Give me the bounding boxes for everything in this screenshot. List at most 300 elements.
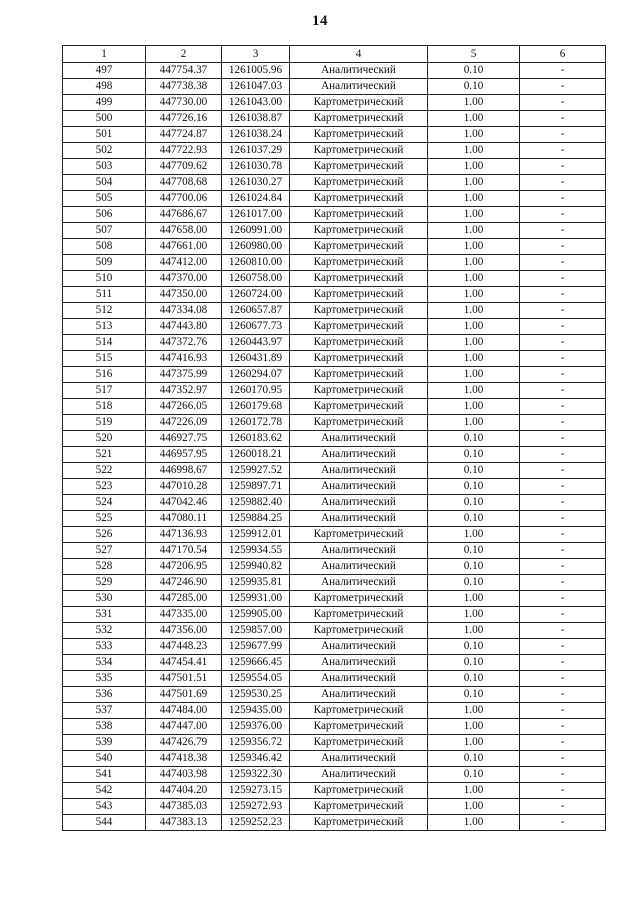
x-coordinate-cell: 447226.09 — [146, 415, 222, 431]
accuracy-cell: 0.10 — [428, 751, 520, 767]
method-cell: Картометрический — [290, 623, 428, 639]
point-number-cell: 536 — [63, 687, 146, 703]
accuracy-cell: 1.00 — [428, 335, 520, 351]
y-coordinate-cell: 1259356.72 — [222, 735, 290, 751]
x-coordinate-cell: 447454.41 — [146, 655, 222, 671]
x-coordinate-cell: 447370.00 — [146, 271, 222, 287]
accuracy-cell: 0.10 — [428, 495, 520, 511]
table-row — [63, 575, 606, 591]
table-row — [63, 511, 606, 527]
accuracy-cell: 0.10 — [428, 543, 520, 559]
accuracy-cell: 0.10 — [428, 671, 520, 687]
y-coordinate-cell: 1260657.87 — [222, 303, 290, 319]
note-cell: - — [520, 303, 606, 319]
note-cell: - — [520, 95, 606, 111]
method-cell: Картометрический — [290, 191, 428, 207]
accuracy-cell: 0.10 — [428, 575, 520, 591]
table-row — [63, 735, 606, 751]
table-row — [63, 639, 606, 655]
note-cell: - — [520, 607, 606, 623]
x-coordinate-cell: 447709.62 — [146, 159, 222, 175]
method-cell: Картометрический — [290, 271, 428, 287]
y-coordinate-cell: 1260443.97 — [222, 335, 290, 351]
table-row — [63, 335, 606, 351]
accuracy-cell: 1.00 — [428, 815, 520, 831]
table-row — [63, 559, 606, 575]
method-cell: Аналитический — [290, 543, 428, 559]
table-row — [63, 671, 606, 687]
header-row — [63, 46, 606, 63]
note-cell: - — [520, 559, 606, 575]
table-row — [63, 63, 606, 79]
method-cell: Аналитический — [290, 639, 428, 655]
table-row — [63, 815, 606, 831]
accuracy-cell: 0.10 — [428, 79, 520, 95]
note-cell: - — [520, 63, 606, 79]
note-cell: - — [520, 463, 606, 479]
table-row — [63, 367, 606, 383]
table-row — [63, 351, 606, 367]
note-cell: - — [520, 511, 606, 527]
y-coordinate-cell: 1260179.68 — [222, 399, 290, 415]
y-coordinate-cell: 1259882.40 — [222, 495, 290, 511]
point-number-cell: 499 — [63, 95, 146, 111]
accuracy-cell: 0.10 — [428, 447, 520, 463]
method-cell: Аналитический — [290, 575, 428, 591]
table-row — [63, 111, 606, 127]
note-cell: - — [520, 671, 606, 687]
accuracy-cell: 1.00 — [428, 607, 520, 623]
method-cell: Картометрический — [290, 783, 428, 799]
y-coordinate-cell: 1259927.52 — [222, 463, 290, 479]
y-coordinate-cell: 1261043.00 — [222, 95, 290, 111]
accuracy-cell: 1.00 — [428, 207, 520, 223]
point-number-cell: 537 — [63, 703, 146, 719]
method-cell: Картометрический — [290, 367, 428, 383]
accuracy-cell: 0.10 — [428, 559, 520, 575]
method-cell: Картометрический — [290, 111, 428, 127]
method-cell: Картометрический — [290, 175, 428, 191]
note-cell: - — [520, 479, 606, 495]
accuracy-cell: 0.10 — [428, 687, 520, 703]
method-cell: Аналитический — [290, 559, 428, 575]
point-number-cell: 533 — [63, 639, 146, 655]
method-cell: Аналитический — [290, 687, 428, 703]
y-coordinate-cell: 1260991.00 — [222, 223, 290, 239]
point-number-cell: 535 — [63, 671, 146, 687]
method-cell: Аналитический — [290, 655, 428, 671]
method-cell: Аналитический — [290, 495, 428, 511]
method-cell: Картометрический — [290, 351, 428, 367]
column-header: 1 — [63, 46, 146, 63]
y-coordinate-cell: 1259252.23 — [222, 815, 290, 831]
y-coordinate-cell: 1259273.15 — [222, 783, 290, 799]
table-row — [63, 255, 606, 271]
accuracy-cell: 0.10 — [428, 655, 520, 671]
note-cell: - — [520, 207, 606, 223]
accuracy-cell: 1.00 — [428, 287, 520, 303]
accuracy-cell: 1.00 — [428, 367, 520, 383]
method-cell: Аналитический — [290, 463, 428, 479]
note-cell: - — [520, 575, 606, 591]
x-coordinate-cell: 447708.68 — [146, 175, 222, 191]
point-number-cell: 529 — [63, 575, 146, 591]
method-cell: Картометрический — [290, 207, 428, 223]
point-number-cell: 528 — [63, 559, 146, 575]
accuracy-cell: 1.00 — [428, 239, 520, 255]
method-cell: Картометрический — [290, 255, 428, 271]
method-cell: Картометрический — [290, 607, 428, 623]
table-row — [63, 143, 606, 159]
y-coordinate-cell: 1261047.03 — [222, 79, 290, 95]
note-cell: - — [520, 623, 606, 639]
note-cell: - — [520, 287, 606, 303]
note-cell: - — [520, 799, 606, 815]
note-cell: - — [520, 367, 606, 383]
y-coordinate-cell: 1260810.00 — [222, 255, 290, 271]
note-cell: - — [520, 191, 606, 207]
note-cell: - — [520, 335, 606, 351]
point-number-cell: 538 — [63, 719, 146, 735]
table-body — [63, 63, 606, 831]
method-cell: Аналитический — [290, 447, 428, 463]
accuracy-cell: 0.10 — [428, 431, 520, 447]
accuracy-cell: 1.00 — [428, 415, 520, 431]
x-coordinate-cell: 447350.00 — [146, 287, 222, 303]
method-cell: Аналитический — [290, 479, 428, 495]
point-number-cell: 506 — [63, 207, 146, 223]
accuracy-cell: 1.00 — [428, 303, 520, 319]
note-cell: - — [520, 319, 606, 335]
accuracy-cell: 0.10 — [428, 479, 520, 495]
y-coordinate-cell: 1260170.95 — [222, 383, 290, 399]
point-number-cell: 498 — [63, 79, 146, 95]
accuracy-cell: 1.00 — [428, 255, 520, 271]
x-coordinate-cell: 447722.93 — [146, 143, 222, 159]
accuracy-cell: 1.00 — [428, 799, 520, 815]
note-cell: - — [520, 783, 606, 799]
table-row — [63, 751, 606, 767]
x-coordinate-cell: 447042.46 — [146, 495, 222, 511]
accuracy-cell: 1.00 — [428, 159, 520, 175]
note-cell: - — [520, 351, 606, 367]
table-row — [63, 783, 606, 799]
x-coordinate-cell: 447700.06 — [146, 191, 222, 207]
point-number-cell: 497 — [63, 63, 146, 79]
method-cell: Картометрический — [290, 319, 428, 335]
accuracy-cell: 1.00 — [428, 383, 520, 399]
note-cell: - — [520, 415, 606, 431]
y-coordinate-cell: 1261024.84 — [222, 191, 290, 207]
table-row — [63, 479, 606, 495]
y-coordinate-cell: 1261030.78 — [222, 159, 290, 175]
note-cell: - — [520, 591, 606, 607]
note-cell: - — [520, 527, 606, 543]
method-cell: Аналитический — [290, 767, 428, 783]
accuracy-cell: 1.00 — [428, 271, 520, 287]
point-number-cell: 502 — [63, 143, 146, 159]
note-cell: - — [520, 687, 606, 703]
point-number-cell: 513 — [63, 319, 146, 335]
point-number-cell: 517 — [63, 383, 146, 399]
accuracy-cell: 1.00 — [428, 527, 520, 543]
x-coordinate-cell: 447501.69 — [146, 687, 222, 703]
table-row — [63, 623, 606, 639]
point-number-cell: 530 — [63, 591, 146, 607]
x-coordinate-cell: 447501.51 — [146, 671, 222, 687]
x-coordinate-cell: 447661.00 — [146, 239, 222, 255]
method-cell: Аналитический — [290, 79, 428, 95]
accuracy-cell: 1.00 — [428, 175, 520, 191]
point-number-cell: 504 — [63, 175, 146, 191]
point-number-cell: 507 — [63, 223, 146, 239]
point-number-cell: 512 — [63, 303, 146, 319]
point-number-cell: 527 — [63, 543, 146, 559]
y-coordinate-cell: 1261017.00 — [222, 207, 290, 223]
method-cell: Картометрический — [290, 591, 428, 607]
x-coordinate-cell: 447206.95 — [146, 559, 222, 575]
y-coordinate-cell: 1261038.24 — [222, 127, 290, 143]
y-coordinate-cell: 1259346.42 — [222, 751, 290, 767]
point-number-cell: 534 — [63, 655, 146, 671]
y-coordinate-cell: 1259931.00 — [222, 591, 290, 607]
table-row — [63, 127, 606, 143]
note-cell: - — [520, 703, 606, 719]
table-row — [63, 223, 606, 239]
accuracy-cell: 1.00 — [428, 223, 520, 239]
table-row — [63, 703, 606, 719]
x-coordinate-cell: 447730.00 — [146, 95, 222, 111]
method-cell: Аналитический — [290, 671, 428, 687]
table-row — [63, 319, 606, 335]
accuracy-cell: 1.00 — [428, 783, 520, 799]
x-coordinate-cell: 447416.93 — [146, 351, 222, 367]
column-header: 4 — [290, 46, 428, 63]
table-row — [63, 303, 606, 319]
method-cell: Картометрический — [290, 527, 428, 543]
table-row — [63, 207, 606, 223]
y-coordinate-cell: 1260677.73 — [222, 319, 290, 335]
table-row — [63, 383, 606, 399]
accuracy-cell: 0.10 — [428, 511, 520, 527]
point-number-cell: 508 — [63, 239, 146, 255]
x-coordinate-cell: 447335.00 — [146, 607, 222, 623]
x-coordinate-cell: 447010.28 — [146, 479, 222, 495]
point-number-cell: 518 — [63, 399, 146, 415]
table-row — [63, 543, 606, 559]
point-number-cell: 543 — [63, 799, 146, 815]
point-number-cell: 501 — [63, 127, 146, 143]
note-cell: - — [520, 127, 606, 143]
note-cell: - — [520, 399, 606, 415]
x-coordinate-cell: 446957.95 — [146, 447, 222, 463]
point-number-cell: 539 — [63, 735, 146, 751]
y-coordinate-cell: 1259376.00 — [222, 719, 290, 735]
method-cell: Аналитический — [290, 511, 428, 527]
x-coordinate-cell: 447658.00 — [146, 223, 222, 239]
y-coordinate-cell: 1259940.82 — [222, 559, 290, 575]
y-coordinate-cell: 1259272.93 — [222, 799, 290, 815]
note-cell: - — [520, 239, 606, 255]
point-number-cell: 532 — [63, 623, 146, 639]
point-number-cell: 522 — [63, 463, 146, 479]
y-coordinate-cell: 1261038.87 — [222, 111, 290, 127]
point-number-cell: 524 — [63, 495, 146, 511]
x-coordinate-cell: 447686.67 — [146, 207, 222, 223]
point-number-cell: 540 — [63, 751, 146, 767]
method-cell: Картометрический — [290, 399, 428, 415]
point-number-cell: 523 — [63, 479, 146, 495]
method-cell: Картометрический — [290, 239, 428, 255]
table-row — [63, 175, 606, 191]
point-number-cell: 500 — [63, 111, 146, 127]
x-coordinate-cell: 447726.16 — [146, 111, 222, 127]
table-row — [63, 415, 606, 431]
method-cell: Картометрический — [290, 223, 428, 239]
note-cell: - — [520, 175, 606, 191]
note-cell: - — [520, 271, 606, 287]
note-cell: - — [520, 543, 606, 559]
point-number-cell: 525 — [63, 511, 146, 527]
method-cell: Картометрический — [290, 799, 428, 815]
point-number-cell: 521 — [63, 447, 146, 463]
method-cell: Картометрический — [290, 383, 428, 399]
method-cell: Картометрический — [290, 287, 428, 303]
x-coordinate-cell: 447356.00 — [146, 623, 222, 639]
y-coordinate-cell: 1260018.21 — [222, 447, 290, 463]
accuracy-cell: 1.00 — [428, 719, 520, 735]
point-number-cell: 510 — [63, 271, 146, 287]
note-cell: - — [520, 767, 606, 783]
accuracy-cell: 0.10 — [428, 639, 520, 655]
point-number-cell: 503 — [63, 159, 146, 175]
accuracy-cell: 1.00 — [428, 127, 520, 143]
x-coordinate-cell: 447447.00 — [146, 719, 222, 735]
accuracy-cell: 1.00 — [428, 143, 520, 159]
x-coordinate-cell: 447404.20 — [146, 783, 222, 799]
note-cell: - — [520, 223, 606, 239]
x-coordinate-cell: 447266.05 — [146, 399, 222, 415]
table-row — [63, 591, 606, 607]
note-cell: - — [520, 751, 606, 767]
method-cell: Картометрический — [290, 143, 428, 159]
method-cell: Картометрический — [290, 335, 428, 351]
point-number-cell: 505 — [63, 191, 146, 207]
x-coordinate-cell: 447426.79 — [146, 735, 222, 751]
point-number-cell: 526 — [63, 527, 146, 543]
note-cell: - — [520, 495, 606, 511]
x-coordinate-cell: 447383.13 — [146, 815, 222, 831]
accuracy-cell: 1.00 — [428, 703, 520, 719]
y-coordinate-cell: 1259934.55 — [222, 543, 290, 559]
point-number-cell: 509 — [63, 255, 146, 271]
x-coordinate-cell: 447372.76 — [146, 335, 222, 351]
note-cell: - — [520, 655, 606, 671]
x-coordinate-cell: 446998.67 — [146, 463, 222, 479]
table-row — [63, 447, 606, 463]
table-row — [63, 431, 606, 447]
table-row — [63, 159, 606, 175]
x-coordinate-cell: 447412.00 — [146, 255, 222, 271]
method-cell: Картометрический — [290, 735, 428, 751]
method-cell: Аналитический — [290, 63, 428, 79]
table-row — [63, 399, 606, 415]
table-row — [63, 79, 606, 95]
note-cell: - — [520, 383, 606, 399]
note-cell: - — [520, 143, 606, 159]
point-number-cell: 544 — [63, 815, 146, 831]
accuracy-cell: 1.00 — [428, 399, 520, 415]
y-coordinate-cell: 1259884.25 — [222, 511, 290, 527]
point-number-cell: 542 — [63, 783, 146, 799]
x-coordinate-cell: 447403.98 — [146, 767, 222, 783]
x-coordinate-cell: 447443.80 — [146, 319, 222, 335]
x-coordinate-cell: 447724.87 — [146, 127, 222, 143]
table-row — [63, 95, 606, 111]
accuracy-cell: 1.00 — [428, 191, 520, 207]
point-number-cell: 519 — [63, 415, 146, 431]
x-coordinate-cell: 447754.37 — [146, 63, 222, 79]
note-cell: - — [520, 111, 606, 127]
table-row — [63, 287, 606, 303]
note-cell: - — [520, 447, 606, 463]
y-coordinate-cell: 1259666.45 — [222, 655, 290, 671]
point-number-cell: 511 — [63, 287, 146, 303]
method-cell: Аналитический — [290, 431, 428, 447]
note-cell: - — [520, 79, 606, 95]
y-coordinate-cell: 1260172.78 — [222, 415, 290, 431]
page-number: 14 — [312, 13, 328, 29]
accuracy-cell: 1.00 — [428, 591, 520, 607]
point-number-cell: 516 — [63, 367, 146, 383]
y-coordinate-cell: 1259677.99 — [222, 639, 290, 655]
method-cell: Картометрический — [290, 703, 428, 719]
y-coordinate-cell: 1259897.71 — [222, 479, 290, 495]
column-header: 5 — [428, 46, 520, 63]
method-cell: Картометрический — [290, 719, 428, 735]
table-row — [63, 719, 606, 735]
x-coordinate-cell: 447448.23 — [146, 639, 222, 655]
table-row — [63, 271, 606, 287]
note-cell: - — [520, 719, 606, 735]
accuracy-cell: 1.00 — [428, 111, 520, 127]
x-coordinate-cell: 447080.11 — [146, 511, 222, 527]
table-row — [63, 799, 606, 815]
y-coordinate-cell: 1259554.05 — [222, 671, 290, 687]
method-cell: Картометрический — [290, 303, 428, 319]
y-coordinate-cell: 1260980.00 — [222, 239, 290, 255]
point-number-cell: 515 — [63, 351, 146, 367]
x-coordinate-cell: 447352.97 — [146, 383, 222, 399]
x-coordinate-cell: 447136.93 — [146, 527, 222, 543]
note-cell: - — [520, 735, 606, 751]
accuracy-cell: 0.10 — [428, 63, 520, 79]
table-row — [63, 607, 606, 623]
table-row — [63, 191, 606, 207]
x-coordinate-cell: 447334.08 — [146, 303, 222, 319]
note-cell: - — [520, 431, 606, 447]
x-coordinate-cell: 447484.00 — [146, 703, 222, 719]
x-coordinate-cell: 447285.00 — [146, 591, 222, 607]
y-coordinate-cell: 1260758.00 — [222, 271, 290, 287]
method-cell: Аналитический — [290, 751, 428, 767]
column-header: 2 — [146, 46, 222, 63]
column-header: 6 — [520, 46, 606, 63]
method-cell: Картометрический — [290, 127, 428, 143]
x-coordinate-cell: 447418.38 — [146, 751, 222, 767]
y-coordinate-cell: 1259857.00 — [222, 623, 290, 639]
table-row — [63, 527, 606, 543]
